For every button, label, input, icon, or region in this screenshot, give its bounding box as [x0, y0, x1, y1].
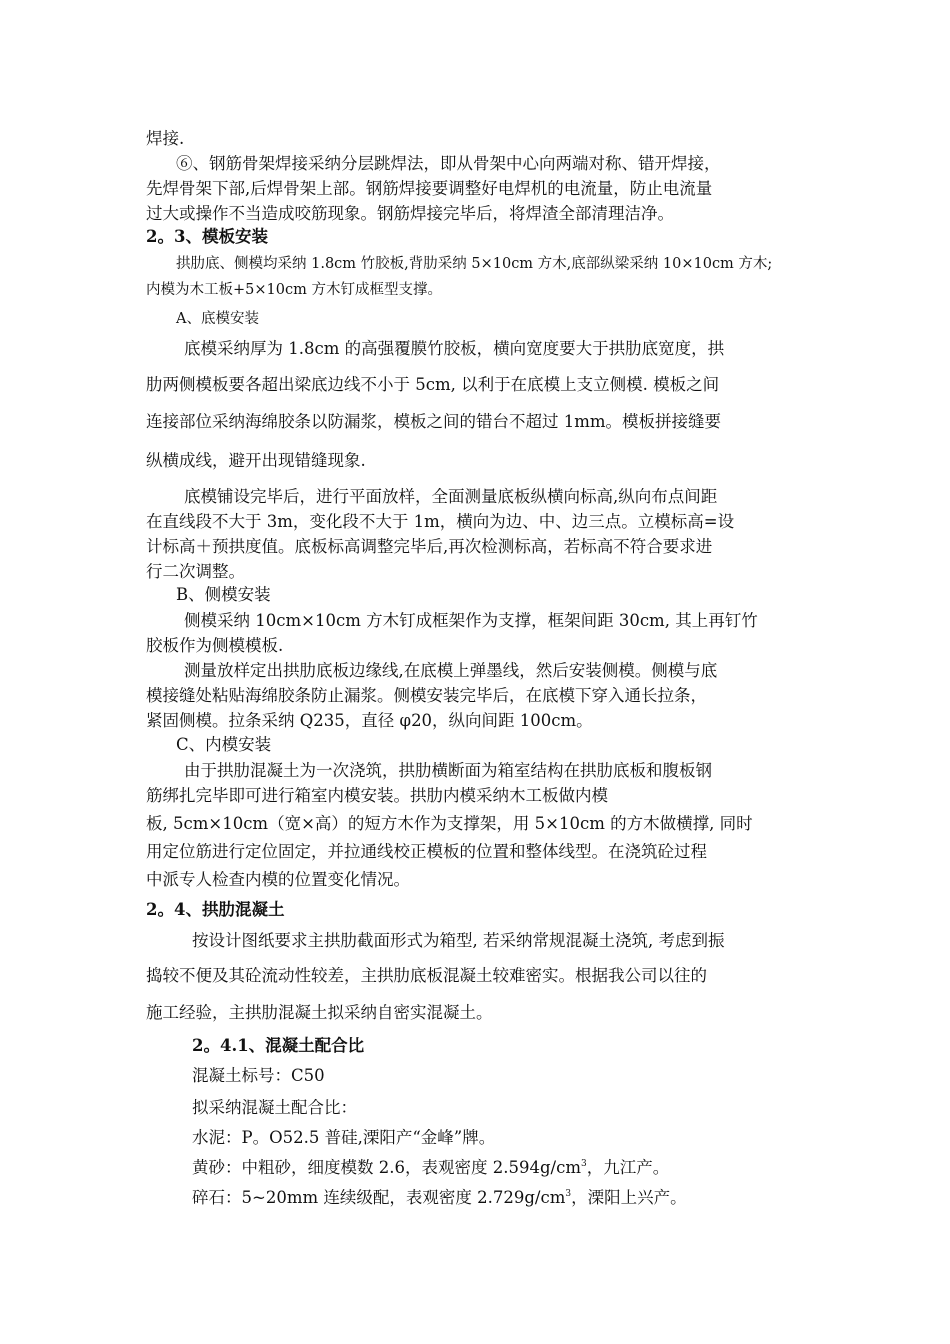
- text-line: 过大或操作不当造成咬筋现象。钢筋焊接完毕后，将焊渣全部清理洁净。: [146, 204, 674, 223]
- text-line: 由于拱肋混凝土为一次浇筑，拱肋横断面为箱室结构在拱肋底板和腹板钢: [184, 761, 712, 780]
- section-heading: 2。4、拱肋混凝土: [146, 900, 285, 919]
- text-line: 在直线段不大于 3m，变化段不大于 1m，横向为边、中、边三点。立模标高=设: [146, 512, 735, 531]
- subsection-heading: C、内模安装: [176, 735, 272, 754]
- text-line: 连接部位采纳海绵胶条以防漏浆，模板之间的错台不超过 1mm。模板拼接缝要: [146, 412, 722, 431]
- text-line: 捣较不便及其砼流动性较差，主拱肋底板混凝土较难密实。根据我公司以往的: [146, 966, 707, 985]
- text-line: 筋绑扎完毕即可进行箱室内模安装。拱肋内模采纳木工板做内模: [146, 786, 608, 805]
- text-line: 侧模采纳 10cm×10cm 方木钉成框架作为支撑，框架间距 30cm, 其上再钉竹: [184, 611, 758, 630]
- superscript: 3: [565, 1189, 572, 1199]
- text-line: 肋两侧模板要各超出梁底边线不小于 5cm, 以利于在底模上支立侧模. 模板之间: [146, 375, 720, 394]
- section-heading: 2。3、模板安装: [146, 227, 268, 246]
- text-line: 先焊骨架下部,后焊骨架上部。钢筋焊接要调整好电焊机的电流量，防止电流量: [146, 179, 713, 198]
- text-line: 胶板作为侧模模板.: [146, 636, 284, 655]
- text-line: 按设计图纸要求主拱肋截面形式为箱型, 若采纳常规混凝土浇筑, 考虑到振: [192, 931, 725, 950]
- text-line: 混凝土标号：C50: [192, 1066, 325, 1085]
- text-line: 中派专人检查内模的位置变化情况。: [146, 870, 410, 889]
- text-line: 施工经验，主拱肋混凝土拟采纳自密实混凝土。: [146, 1003, 493, 1022]
- text-line: 行二次调整。: [146, 562, 245, 581]
- text-line: 计标高＋预拱度值。底板标高调整完毕后,再次检测标高，若标高不符合要求进: [146, 537, 713, 556]
- text-line: 水泥：P。O52.5 普硅,溧阳产“金峰”牌。: [192, 1128, 496, 1147]
- superscript: 3: [580, 1159, 587, 1169]
- text-line: [192, 1160, 669, 1177]
- text-line: 内模为木工板+5×10cm 方木钉成框型支撑。: [146, 282, 442, 298]
- text-line: 板, 5cm×10cm（宽×高）的短方木作为支撑架，用 5×10cm 的方木做横撑, 同时: [146, 814, 753, 833]
- text-line: [192, 1190, 687, 1207]
- text-line: 用定位筋进行定位固定，并拉通线校正模板的位置和整体线型。在浇筑砼过程: [146, 842, 707, 861]
- text-line: 底模铺设完毕后，进行平面放样，全面测量底板纵横向标高,纵向布点间距: [184, 487, 718, 506]
- text-line: 紧固侧模。拉条采纳 Q235，直径 φ20，纵向间距 100cm。: [146, 711, 593, 730]
- text-line-tail: ，溧阳上兴产。: [571, 1188, 687, 1207]
- text-line-main: 碎石：5~20mm 连续级配，表观密度 2.729g/cm: [192, 1188, 566, 1207]
- text-line-main: 黄砂：中粗砂，细度模数 2.6，表观密度 2.594g/cm: [192, 1158, 581, 1177]
- text-line: ⑥、钢筋骨架焊接采纳分层跳焊法，即从骨架中心向两端对称、错开焊接，: [176, 154, 721, 173]
- text-line: 焊接.: [146, 129, 185, 148]
- subsection-heading: A、底模安装: [176, 311, 259, 327]
- text-line: 拟采纳混凝土配合比：: [192, 1098, 357, 1117]
- text-line: 纵横成线，避开出现错缝现象.: [146, 451, 366, 470]
- text-line: 测量放样定出拱肋底板边缘线,在底模上弹墨线，然后安装侧模。侧模与底: [184, 661, 718, 680]
- subsection-heading: 2。4.1、混凝土配合比: [192, 1036, 365, 1055]
- text-line: 模接缝处粘贴海绵胶条防止漏浆。侧模安装完毕后，在底模下穿入通长拉条，: [146, 686, 707, 705]
- text-line: 底模采纳厚为 1.8cm 的高强覆膜竹胶板，横向宽度要大于拱肋底宽度，拱: [184, 339, 725, 358]
- text-line: 拱肋底、侧模均采纳 1.8cm 竹胶板,背肋采纳 5×10cm 方木,底部纵梁采纳 10×10cm 方木;: [176, 256, 773, 272]
- text-line-tail: ，九江产。: [586, 1158, 670, 1177]
- subsection-heading: B、侧模安装: [176, 585, 271, 604]
